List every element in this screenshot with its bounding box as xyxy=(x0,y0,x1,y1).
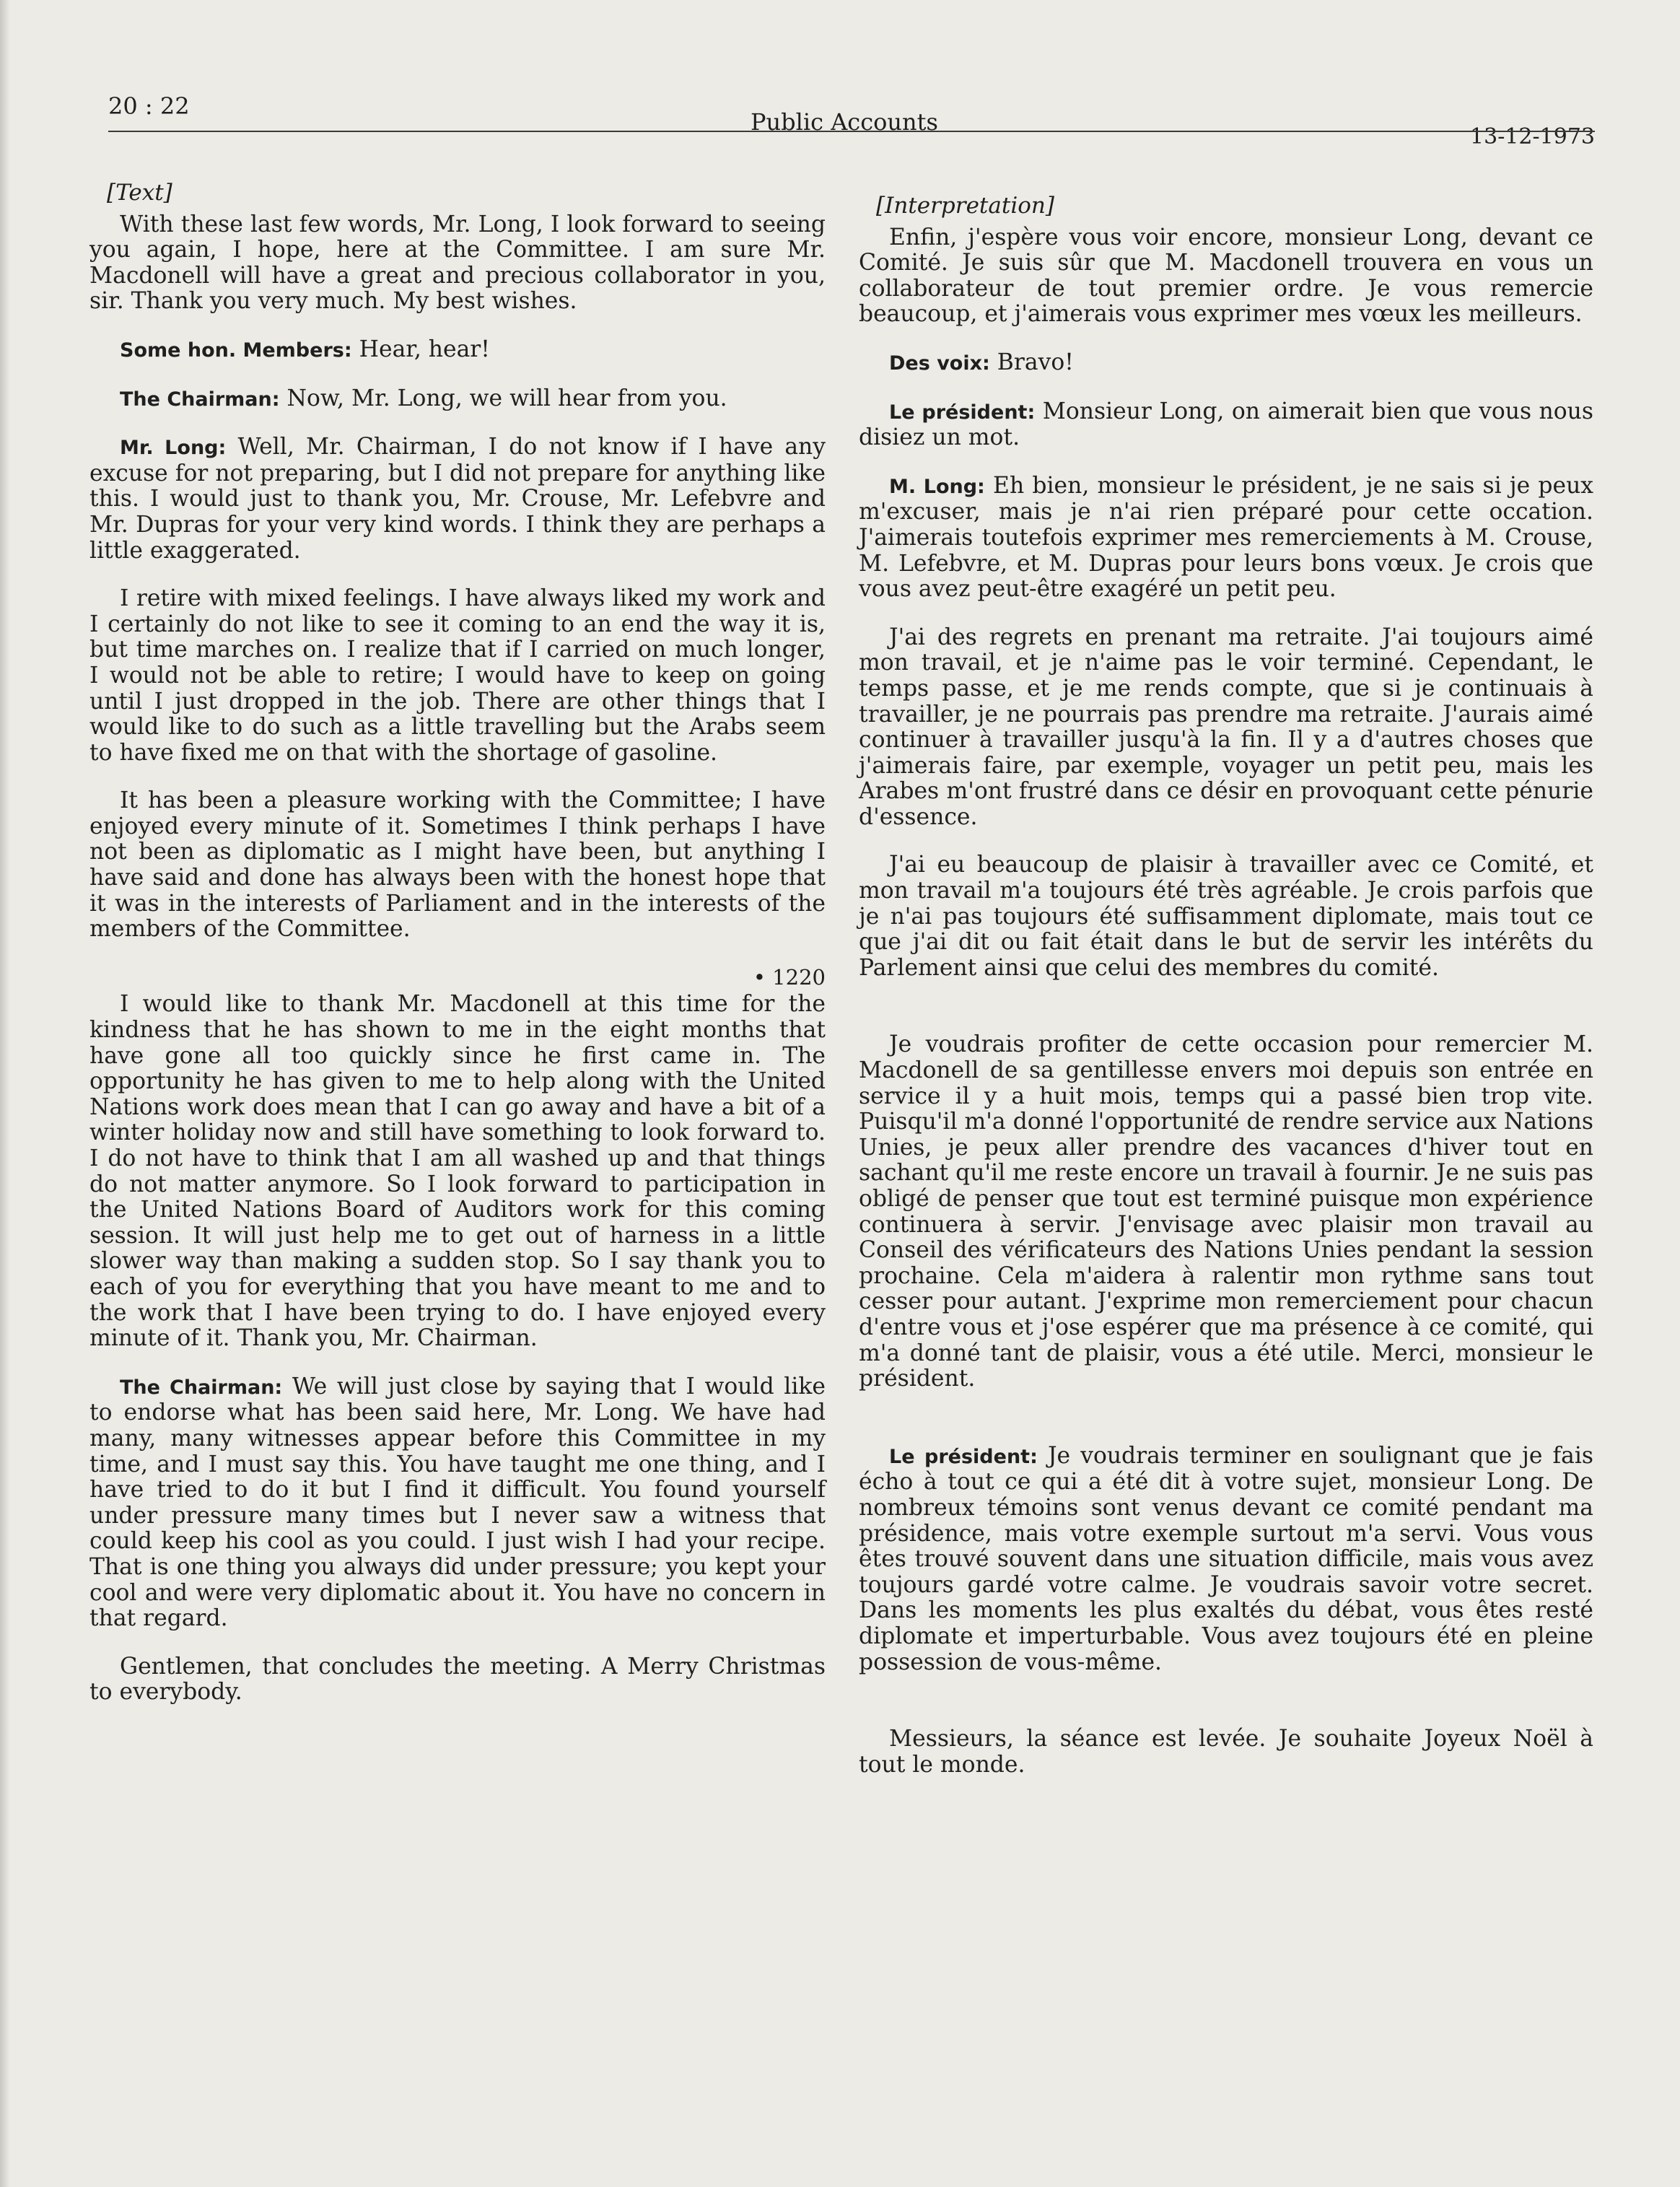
speaker-name: The Chairman: xyxy=(120,388,280,411)
spacer xyxy=(859,1003,1593,1032)
header-rule xyxy=(108,131,1595,132)
speaker-name: The Chairman: xyxy=(120,1376,283,1399)
paragraph xyxy=(859,399,1593,451)
page-number: 20 : 22 xyxy=(108,92,190,120)
speaker-name: M. Long: xyxy=(889,475,985,498)
paragraph: I would like to thank Mr. Macdonell at this time for the kindness that he has shown to me in the eight months that have gone all too quickly since he first came in. The opportunity he has given to me to help along with the United Nations work does mean that I can go away and have a bit of a winter holiday now and still have something to look forward to. I do not have to think that I am all washed up and that things do not matter anymore. So I look forward to participation in the United Nations Board of Auditors work for this coming session. It will just help me to get out of harness in a little slower way than making a sudden stop. So I say thank you to each of you for everything that you have meant to me and to the work that I have been trying to do. I have enjoyed every minute of it. Thank you, Mr. Chairman. xyxy=(89,991,826,1352)
paragraph: Gentlemen, that concludes the meeting. A Merry Christmas to everybody. xyxy=(89,1653,826,1706)
paragraph xyxy=(859,473,1593,603)
paragraph: With these last few words, Mr. Long, I look forward to seeing you again, I hope, here at the Committee. I am sure Mr. Macdonell will have a great and precious collaborator in you, sir. Thank you very much. My best wishes. xyxy=(89,211,826,315)
page-edge-shadow xyxy=(0,0,10,2187)
speech-text: Monsieur Long, on aimerait bien que vous nous disiez un mot. xyxy=(859,398,1593,451)
paragraph: J'ai eu beaucoup de plaisir à travailler avec ce Comité, et mon travail m'a toujours été très agréable. Je crois parfois que je n'ai pas toujours été suffisamment diplomate, mais tout ce que j'ai dit ou fait était dans le but de servir les intérêts du Parlement ainsi que celui des membres du comité. xyxy=(859,852,1593,981)
paragraph xyxy=(89,386,826,413)
paragraph xyxy=(89,337,826,364)
speaker-name: Le président: xyxy=(889,1445,1038,1468)
spacer xyxy=(859,1415,1593,1444)
speech-text: Hear, hear! xyxy=(351,336,490,362)
paragraph xyxy=(859,350,1593,377)
paragraph: Enfin, j'espère vous voir encore, monsieur Long, devant ce Comité. Je suis sûr que M. Macdonell trouvera en vous un collaborateur de tout premier ordre. Je vous remercie beaucoup, et j'aimerais vous exprimer mes vœux les meilleurs. xyxy=(859,224,1593,328)
english-column xyxy=(89,180,826,1728)
speech-text: Bravo! xyxy=(989,349,1074,375)
speech-text: Now, Mr. Long, we will hear from you. xyxy=(279,385,727,411)
paragraph: Je voudrais profiter de cette occasion pour remercier M. Macdonell de sa gentillesse envers moi depuis son entrée en service il y a huit mois, temps qui a passé bien trop vite. Puisqu'il m'a donné l'opportunité de rendre service aux Nations Unies, je peux aller prendre des vacances d'hiver tout en sachant qu'il me reste encore un travail à fournir. Je ne suis pas obligé de penser que tout est terminé puisque mon expérience continuera à servir. J'envisage avec plaisir mon travail au Conseil des vérificateurs des Nations Unies pendant la session prochaine. Cela m'aidera à ralentir mon rythme sans tout cesser pour autant. J'exprime mon remerciement pour chacun d'entre vous et j'ose espérer que ma présence à ce comité, qui m'a donné tant de plaisir, vous a été utile. Merci, monsieur le président. xyxy=(859,1031,1593,1392)
speaker-name: Des voix: xyxy=(889,352,990,375)
speaker-name: Le président: xyxy=(889,401,1036,424)
speech-text: Well, Mr. Chairman, I do not know if I have any excuse for not preparing, but I did not prepare for anything like this. I would just to thank you, Mr. Crouse, Mr. Lefebvre and Mr. Dupras for your very kind words. I think they are perhaps a little exaggerated. xyxy=(89,434,826,564)
speaker-name: Mr. Long: xyxy=(120,437,227,460)
interpretation-label: [Interpretation] xyxy=(876,193,1054,219)
paragraph: J'ai des regrets en prenant ma retraite. J'ai toujours aimé mon travail, et je n'aime pas le voir terminé. Cependant, le temps passe, et je me rends compte, que si je continuais à travailler, je ne pourrais pas prendre ma retraite. J'aurais aimé continuer à travailler jusqu'à la fin. Il y a d'autres choses que j'aimerais faire, par exemple, voyager un petit peu, mais les Arabes m'ont frustré dans ce désir en provoquant cette pénurie d'essence. xyxy=(859,624,1593,830)
publication-title: Public Accounts xyxy=(751,108,938,136)
spacer xyxy=(859,1698,1593,1727)
paragraph: It has been a pleasure working with the Committee; I have enjoyed every minute of it. Sometimes I think perhaps I have not been as diplomatic as I might have been, but anything I have said and done has always been with the honest hope that it was in the interests of Parliament and in the interests of the members of the Committee. xyxy=(89,787,826,943)
speaker-name: Some hon. Members: xyxy=(120,339,352,362)
page-date: 13-12-1973 xyxy=(1470,124,1595,149)
speech-text: Eh bien, monsieur le président, je ne sais si je peux m'excuser, mais je n'ai rien préparé pour cette occation. J'aimerais toutefois exprimer mes remerciements à M. Crouse, M. Lefebvre, et M. Dupras pour leurs bons vœux. Je crois que vous avez peut-être exagéré un petit peu. xyxy=(859,472,1593,603)
paragraph: I retire with mixed feelings. I have always liked my work and I certainly do not like to see it coming to an end the way it is, but time marches on. I realize that if I carried on much longer, I would not be able to retire; I would have to keep on going until I just dropped in the job. There are other things that I would like to do such as a little travelling but the Arabs seem to have fixed me on that with the shortage of gasoline. xyxy=(89,585,826,766)
paragraph xyxy=(89,435,826,564)
french-column xyxy=(859,193,1593,1800)
timestamp: • 1220 xyxy=(753,964,826,990)
paragraph xyxy=(89,1374,826,1632)
paragraph xyxy=(859,1444,1593,1675)
speech-text: We will just close by saying that I would like to endorse what has been said here, Mr. Long. We have had many, many witnesses appear before this Committee in my time, and I must say this. You have taught me one thing, and I have tried to do it but I find it difficult. You found yourself under pressure many times but I never saw a witness that could keep his cool as you could. I just wish I had your recipe. That is one thing you always did under pressure; you kept your cool and were very diplomatic about it. You have no concern in that regard. xyxy=(89,1373,826,1632)
paragraph: Messieurs, la séance est levée. Je souhaite Joyeux Noël à tout le monde. xyxy=(859,1726,1593,1778)
text-label: [Text] xyxy=(107,180,172,206)
page-header xyxy=(108,92,1595,149)
speech-text: Je voudrais terminer en soulignant que je fais écho à tout ce qui a été dit à votre sujet, monsieur Long. De nombreux témoins sont venus devant ce comité pendant ma présidence, mais votre exemple surtout m'a servi. Vous vous êtes trouvé souvent dans une situation difficile, mais vous avez toujours gardé votre calme. Je voudrais savoir votre secret. Dans les moments les plus exaltés du débat, vous êtes resté diplomate et imperturbable. Vous avez toujours été en pleine possession de vous-même. xyxy=(859,1442,1593,1675)
